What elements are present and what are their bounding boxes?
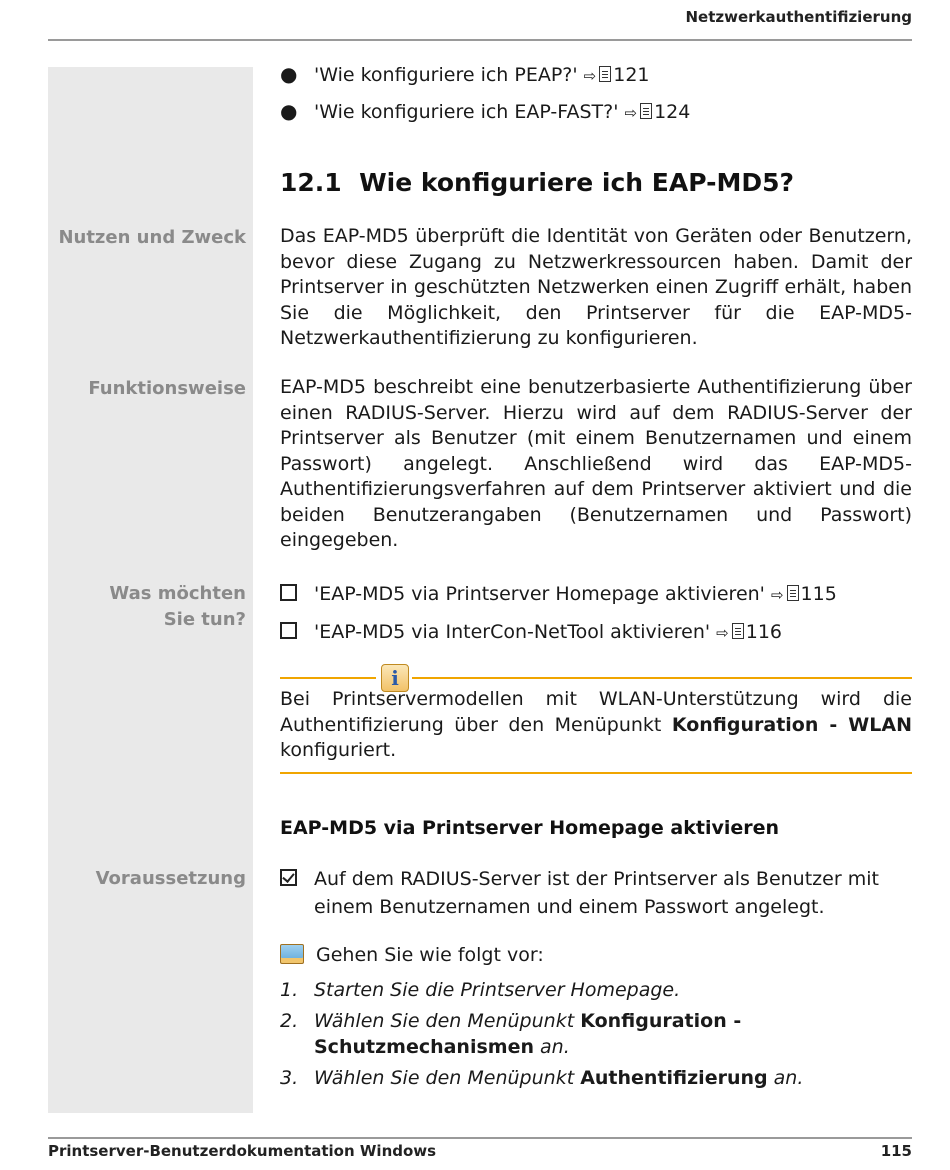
step-text-end: an. xyxy=(534,1036,570,1058)
requirement-text-line2: einem Benutzernamen und einem Passwort angelegt. xyxy=(314,896,825,918)
bullet-item-peap xyxy=(280,61,650,89)
sidebar-label-what xyxy=(48,581,246,633)
sidebar-label-requirement: Voraussetzung xyxy=(95,868,246,889)
step-2 xyxy=(280,1008,874,1060)
arrow-right-icon: ⇨ xyxy=(716,624,729,642)
page-icon xyxy=(787,585,799,601)
checkbox-empty-icon xyxy=(280,584,297,601)
section-title: Wie konfiguriere ich EAP-MD5? xyxy=(359,168,795,197)
purpose-paragraph: Das EAP-MD5 überprüft die Identität von Geräten oder Benutzern, bevor diese Zugang zu Netzwerkressourcen haben. Damit der Printserver in geschützten Netzwerken einen Zugriff erhält, haben Sie die Möglichkeit, den Printserver für die EAP-MD5-Netzwerkauthentifizierung zu konfigurieren. xyxy=(280,225,912,349)
page-ref[interactable]: 115 xyxy=(800,583,837,605)
page-icon xyxy=(599,66,611,82)
running-header: Netzwerkauthentifizierung xyxy=(685,8,912,26)
bullet-icon: ● xyxy=(280,62,298,86)
info-icon: i xyxy=(381,664,409,692)
option-link-nettool[interactable]: 'EAP-MD5 via InterCon-NetTool aktivieren' xyxy=(314,621,711,643)
bullet-item-eap-fast xyxy=(280,98,690,126)
procedure-icon xyxy=(280,944,304,964)
sidebar-label-purpose: Nutzen und Zweck xyxy=(58,227,246,248)
procedure-intro-text: Gehen Sie wie folgt vor: xyxy=(316,944,544,966)
section-number: 12.1 xyxy=(280,168,342,197)
function-paragraph: EAP-MD5 beschreibt eine benutzerbasierte Authentifizierung über einen RADIUS-Server. Hierzu wird auf dem RADIUS-Server der Printserver als Benutzer (mit einem Benutzernamen und einem Passwort) angelegt. Anschließend wird das EAP-MD5-Authentifizierungsverfahren auf dem Printserver aktiviert und die beiden Benutzerangaben (Benutzernamen und Passwort) eingegeben. xyxy=(280,376,912,551)
arrow-right-icon: ⇨ xyxy=(770,586,784,604)
page-icon xyxy=(732,623,744,639)
step-text-end: an. xyxy=(767,1067,804,1089)
step-number: 1. xyxy=(280,979,299,1001)
note-rule xyxy=(412,677,912,679)
bullet-link-peap[interactable]: 'Wie konfiguriere ich PEAP?' xyxy=(314,64,578,86)
page-icon xyxy=(640,103,652,119)
note-rule xyxy=(280,677,376,679)
note-text: Bei Printservermodellen mit WLAN-Unterstützung wird die Authentifizierung über den Menüpunkt xyxy=(280,688,912,736)
arrow-right-icon: ⇨ xyxy=(583,67,597,85)
info-note-text xyxy=(280,687,912,764)
bullet-icon: ● xyxy=(280,99,298,123)
section-heading xyxy=(280,168,794,197)
sidebar-label-what-line2: Sie tun? xyxy=(163,609,246,630)
step-number: 2. xyxy=(280,1010,299,1032)
note-rule xyxy=(280,772,912,774)
requirement-text-line1: Auf dem RADIUS-Server ist der Printserver als Benutzer mit xyxy=(314,868,879,890)
step-text xyxy=(314,1008,874,1060)
page-ref[interactable]: 116 xyxy=(745,621,782,643)
step-menu-path: Authentifizierung xyxy=(580,1067,768,1089)
step-menu-path: Konfiguration - Schutzmechanismen xyxy=(314,1010,742,1058)
step-text-start: Wählen Sie den Menüpunkt xyxy=(314,1010,581,1032)
step-text: Starten Sie die Printserver Homepage. xyxy=(314,979,681,1001)
step-text-start: Wählen Sie den Menüpunkt xyxy=(314,1067,581,1089)
step-text xyxy=(314,1065,874,1091)
requirement-item-cont xyxy=(314,894,825,920)
note-text-end: konfiguriert. xyxy=(280,739,397,761)
note-menu-path: Konfiguration - WLAN xyxy=(671,713,912,736)
option-item-nettool xyxy=(280,619,782,646)
sidebar-label-function: Funktionsweise xyxy=(88,378,246,399)
page-ref[interactable]: 121 xyxy=(613,64,650,86)
page-number: 115 xyxy=(880,1142,912,1160)
sidebar-label-what-line1: Was möchten xyxy=(109,583,246,604)
footer-rule xyxy=(48,1137,912,1139)
step-1 xyxy=(280,977,874,1003)
option-item-homepage xyxy=(280,581,837,608)
page-ref[interactable]: 124 xyxy=(654,101,691,123)
subsection-heading: EAP-MD5 via Printserver Homepage aktivieren xyxy=(280,817,780,839)
requirement-item xyxy=(280,866,879,892)
header-rule xyxy=(48,39,912,41)
step-3 xyxy=(280,1065,874,1091)
option-link-homepage[interactable]: 'EAP-MD5 via Printserver Homepage aktivieren' xyxy=(314,583,765,605)
bullet-link-eap-fast[interactable]: 'Wie konfiguriere ich EAP-FAST?' xyxy=(314,101,619,123)
arrow-right-icon: ⇨ xyxy=(624,104,638,122)
procedure-intro xyxy=(280,942,544,968)
step-number: 3. xyxy=(280,1067,299,1089)
checkbox-checked-icon xyxy=(280,869,297,886)
footer-doc-title: Printserver-Benutzerdokumentation Windows xyxy=(48,1142,437,1160)
checkbox-empty-icon xyxy=(280,622,297,639)
